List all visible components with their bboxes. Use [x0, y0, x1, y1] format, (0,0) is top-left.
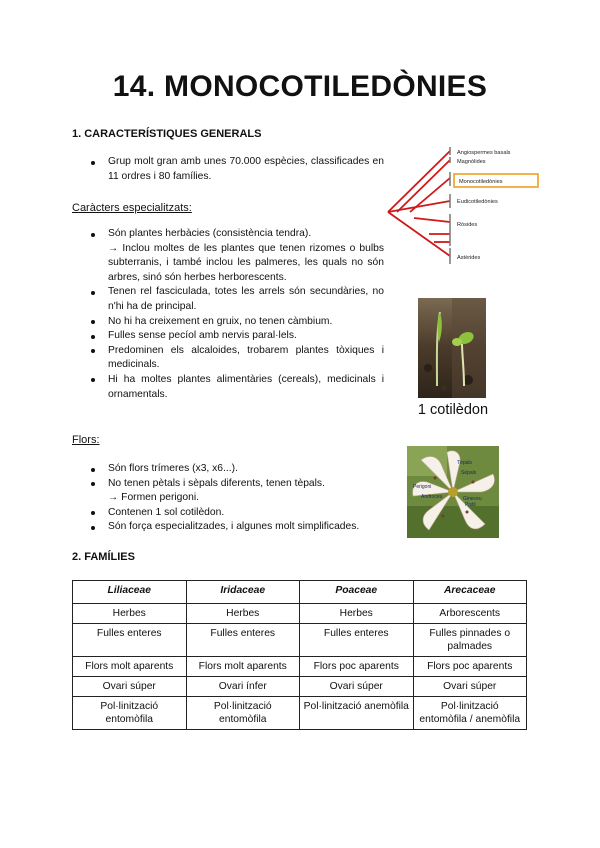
clade-label: Angiospermes basals [457, 150, 511, 156]
table-header-row [73, 581, 527, 604]
list-item [72, 477, 384, 506]
table-cell: Ovari ínfer [186, 677, 300, 697]
table-row [73, 697, 527, 730]
table-cell: Pol·linització anemòfila [300, 697, 414, 730]
table-cell: Flors molt aparents [73, 657, 187, 677]
clade-label: Ròsides [457, 222, 478, 228]
list-item-text: Són plantes herbàcies (consistència tendra). [108, 228, 312, 239]
flower-label: Tèpals [457, 460, 473, 466]
phylogeny-tree [384, 142, 544, 272]
table-cell: Pol·linització entomòfila [186, 697, 300, 730]
table-cell: Pol·linització entomòfila [73, 697, 187, 730]
perigoni-note: → Formen perigoni. [108, 492, 199, 504]
rhizome-note: → Inclou moltes de les plantes que tenen rizomes o bulbs subterranis, i també inclou les palmeres, les quals no són arbres, sinó són herbes herborescents. [108, 242, 384, 283]
column-header: Arecaceae [413, 581, 527, 604]
table-cell: Fulles enteres [73, 624, 187, 657]
families-table [72, 580, 527, 730]
flower-label: Sèpals [461, 470, 477, 476]
specialized-heading: Caràcters especialitzats: [72, 202, 192, 214]
flower-label: Androceu [421, 494, 443, 500]
seedling-caption: 1 cotilèdon [417, 402, 489, 418]
list-item-text: No tenen pètals i sèpals diferents, tenen tèpals. [108, 477, 325, 489]
table-row [73, 657, 527, 677]
section-heading-characteristics: 1. CARACTERÍSTIQUES GENERALS [72, 128, 262, 140]
column-header: Liliaceae [73, 581, 187, 604]
table-cell: Herbes [186, 604, 300, 624]
table-row [73, 624, 527, 657]
seedling-photo [418, 298, 486, 398]
table-cell: Ovari súper [300, 677, 414, 697]
table-cell: Herbes [73, 604, 187, 624]
page-title: 14. MONOCOTILEDÒNIES [112, 70, 488, 103]
table-cell: Flors molt aparents [186, 657, 300, 677]
specialized-list [72, 227, 384, 402]
table-cell: Flors poc aparents [300, 657, 414, 677]
table-cell: Ovari súper [413, 677, 527, 697]
table-cell: Pol·linització entomòfila / anemòfila [413, 697, 527, 730]
list-item: Fulles sense pecíol amb nervis paral·lels. [72, 329, 384, 344]
list-item: Hi ha moltes plantes alimentàries (cereals), medicinals i ornamentals. [72, 373, 384, 402]
flower-list [72, 462, 384, 535]
table-cell: Flors poc aparents [413, 657, 527, 677]
column-header: Iridaceae [186, 581, 300, 604]
table-cell: Fulles enteres [186, 624, 300, 657]
list-item: Predominen els alcaloides, trobarem plantes tòxiques i medicinals. [72, 344, 384, 373]
flower-label: Gineceu [463, 496, 482, 502]
column-header: Poaceae [300, 581, 414, 604]
tree-branches [388, 151, 450, 256]
table-cell: Fulles pinnades o palmades [413, 624, 527, 657]
list-item: Grup molt gran amb unes 70.000 espècies, classificades en 11 ordres i 80 famílies. [72, 155, 384, 184]
clade-label: Magnòlides [457, 159, 486, 165]
table-cell: Herbes [300, 604, 414, 624]
list-item: Són força especialitzades, i algunes molt simplificades. [72, 520, 384, 535]
clade-label: Astèrides [457, 255, 481, 261]
clade-label: Eudicotiledònies [457, 199, 498, 205]
flowers-heading: Flors: [72, 434, 100, 446]
table-row [73, 604, 527, 624]
flower-label: Perigoni [413, 484, 432, 490]
clade-label-highlighted: Monocotiledònies [459, 179, 503, 185]
section-heading-families: 2. FAMÍLIES [72, 551, 135, 563]
list-item: Contenen 1 sol cotilèdon. [72, 506, 384, 521]
intro-list [72, 155, 384, 184]
table-cell: Ovari súper [73, 677, 187, 697]
table-row [73, 677, 527, 697]
table-cell: Arborescents [413, 604, 527, 624]
table-cell: Fulles enteres [300, 624, 414, 657]
list-item: Són flors trímeres (x3, x6...). [72, 462, 384, 477]
list-item [72, 227, 384, 285]
list-item: No hi ha creixement en gruix, no tenen càmbium. [72, 315, 384, 330]
flower-label: Pistil [465, 502, 476, 508]
flower-photo [407, 446, 499, 538]
list-item: Tenen rel fasciculada, totes les arrels són secundàries, no n'hi ha de principal. [72, 285, 384, 314]
